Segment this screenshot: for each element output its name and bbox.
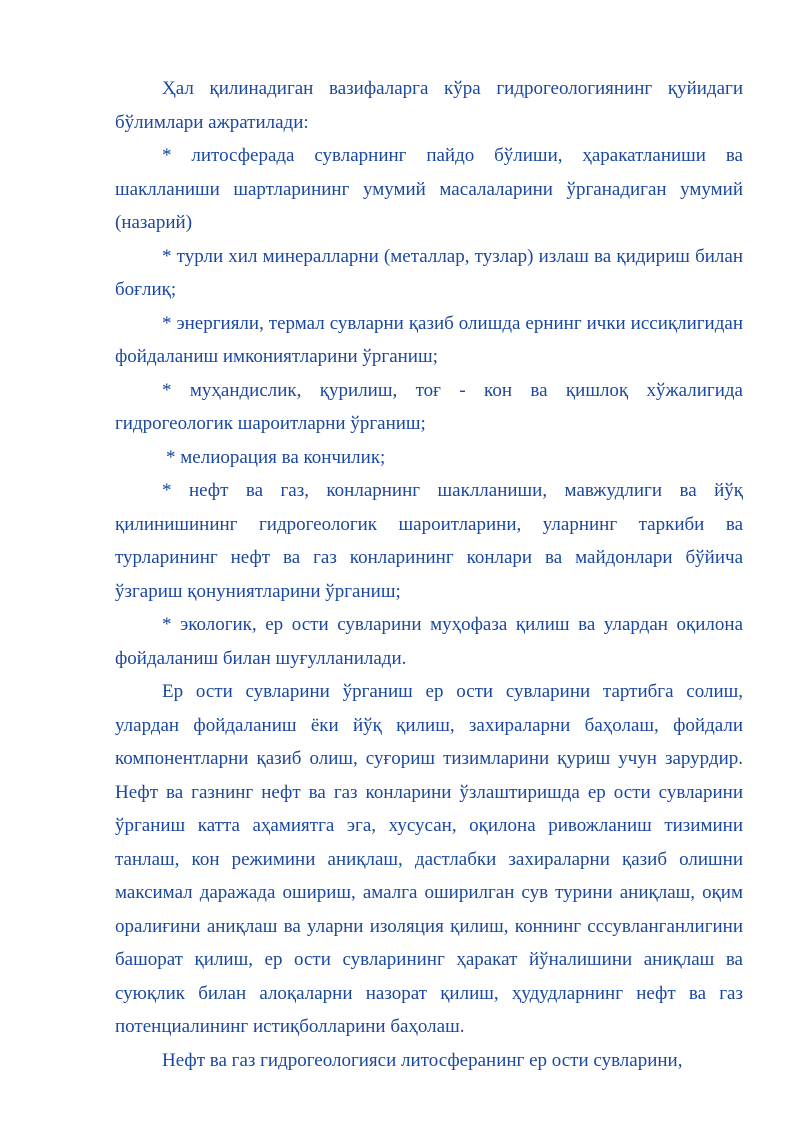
paragraph-intro: Ҳал қилинадиган вазифаларга кўра гидрогеологиянинг қуйидаги бўлимлари ажратилади:	[115, 78, 743, 133]
list-item-ecology: * экологик, ер ости сувларини муҳофаза қилиш ва улардан оқилона фойдаланиш билан шуғулланилади.	[115, 614, 743, 669]
paragraph-oil-gas-hydrogeology: Нефт ва газ гидрогеологияси литосферанинг ер ости сувларини,	[162, 1049, 683, 1071]
list-item-oil-gas: * нефт ва газ, конларнинг шаклланиши, мавжудлиги ва йўқ қилинишининг гидрогеологик шароитларини, уларнинг таркиби ва турларининг нефт ва газ конларининг конлари ва майдонлари бўйича ўзгариш қонуниятларини ўрганиш;	[115, 480, 743, 602]
list-item-engineering: * муҳандислик, қурилиш, тоғ - кон ва қишлоқ хўжалигида гидрогеологик шароитларни ўрганиш;	[115, 379, 743, 434]
list-item-general-theory: * литосферада сувларнинг пайдо бўлиши, ҳаракатланиши ва шаклланиши шартларининг умумий масалаларини ўрганадиган умумий (назарий)	[115, 145, 743, 233]
list-item-melioration: * мелиорация ва кончилик;	[166, 446, 386, 468]
paragraph-groundwater-study: Ер ости сувларини ўрганиш ер ости сувларини тартибга солиш, улардан фойдаланиш ёки йўқ қилиш, захираларни баҳолаш, фойдали компонентларни қазиб олиш, суғориш тизимларини қуриш учун зарурдир. Нефт ва газнинг нефт ва газ конларини ўзлаштиришда ер ости сувларини ўрганиш катта аҳамиятга эга, хусусан, оқилона ривожланиш тизимини танлаш, кон режимини аниқлаш, дастлабки захираларни қазиб олишни максимал даражада ошириш, амалга оширилган сув турини аниқлаш, оқим оралиғини аниқлаш ва уларни изоляция қилиш, коннинг сссувланганлигини башорат қилиш, ер ости сувларининг ҳаракат йўналишини аниқлаш ва суюқлик билан алоқаларни назорат қилиш, ҳудудларнинг нефт ва газ потенциалининг истиқболларини баҳолаш.	[115, 681, 743, 1037]
list-item-minerals: * турли хил минералларни (металлар, тузлар) излаш ва қидириш билан боғлиқ;	[115, 245, 743, 300]
list-item-thermal-energy: * энергияли, термал сувларни қазиб олишда ернинг ички иссиқлигидан фойдаланиш имкониятларини ўрганиш;	[115, 312, 743, 367]
